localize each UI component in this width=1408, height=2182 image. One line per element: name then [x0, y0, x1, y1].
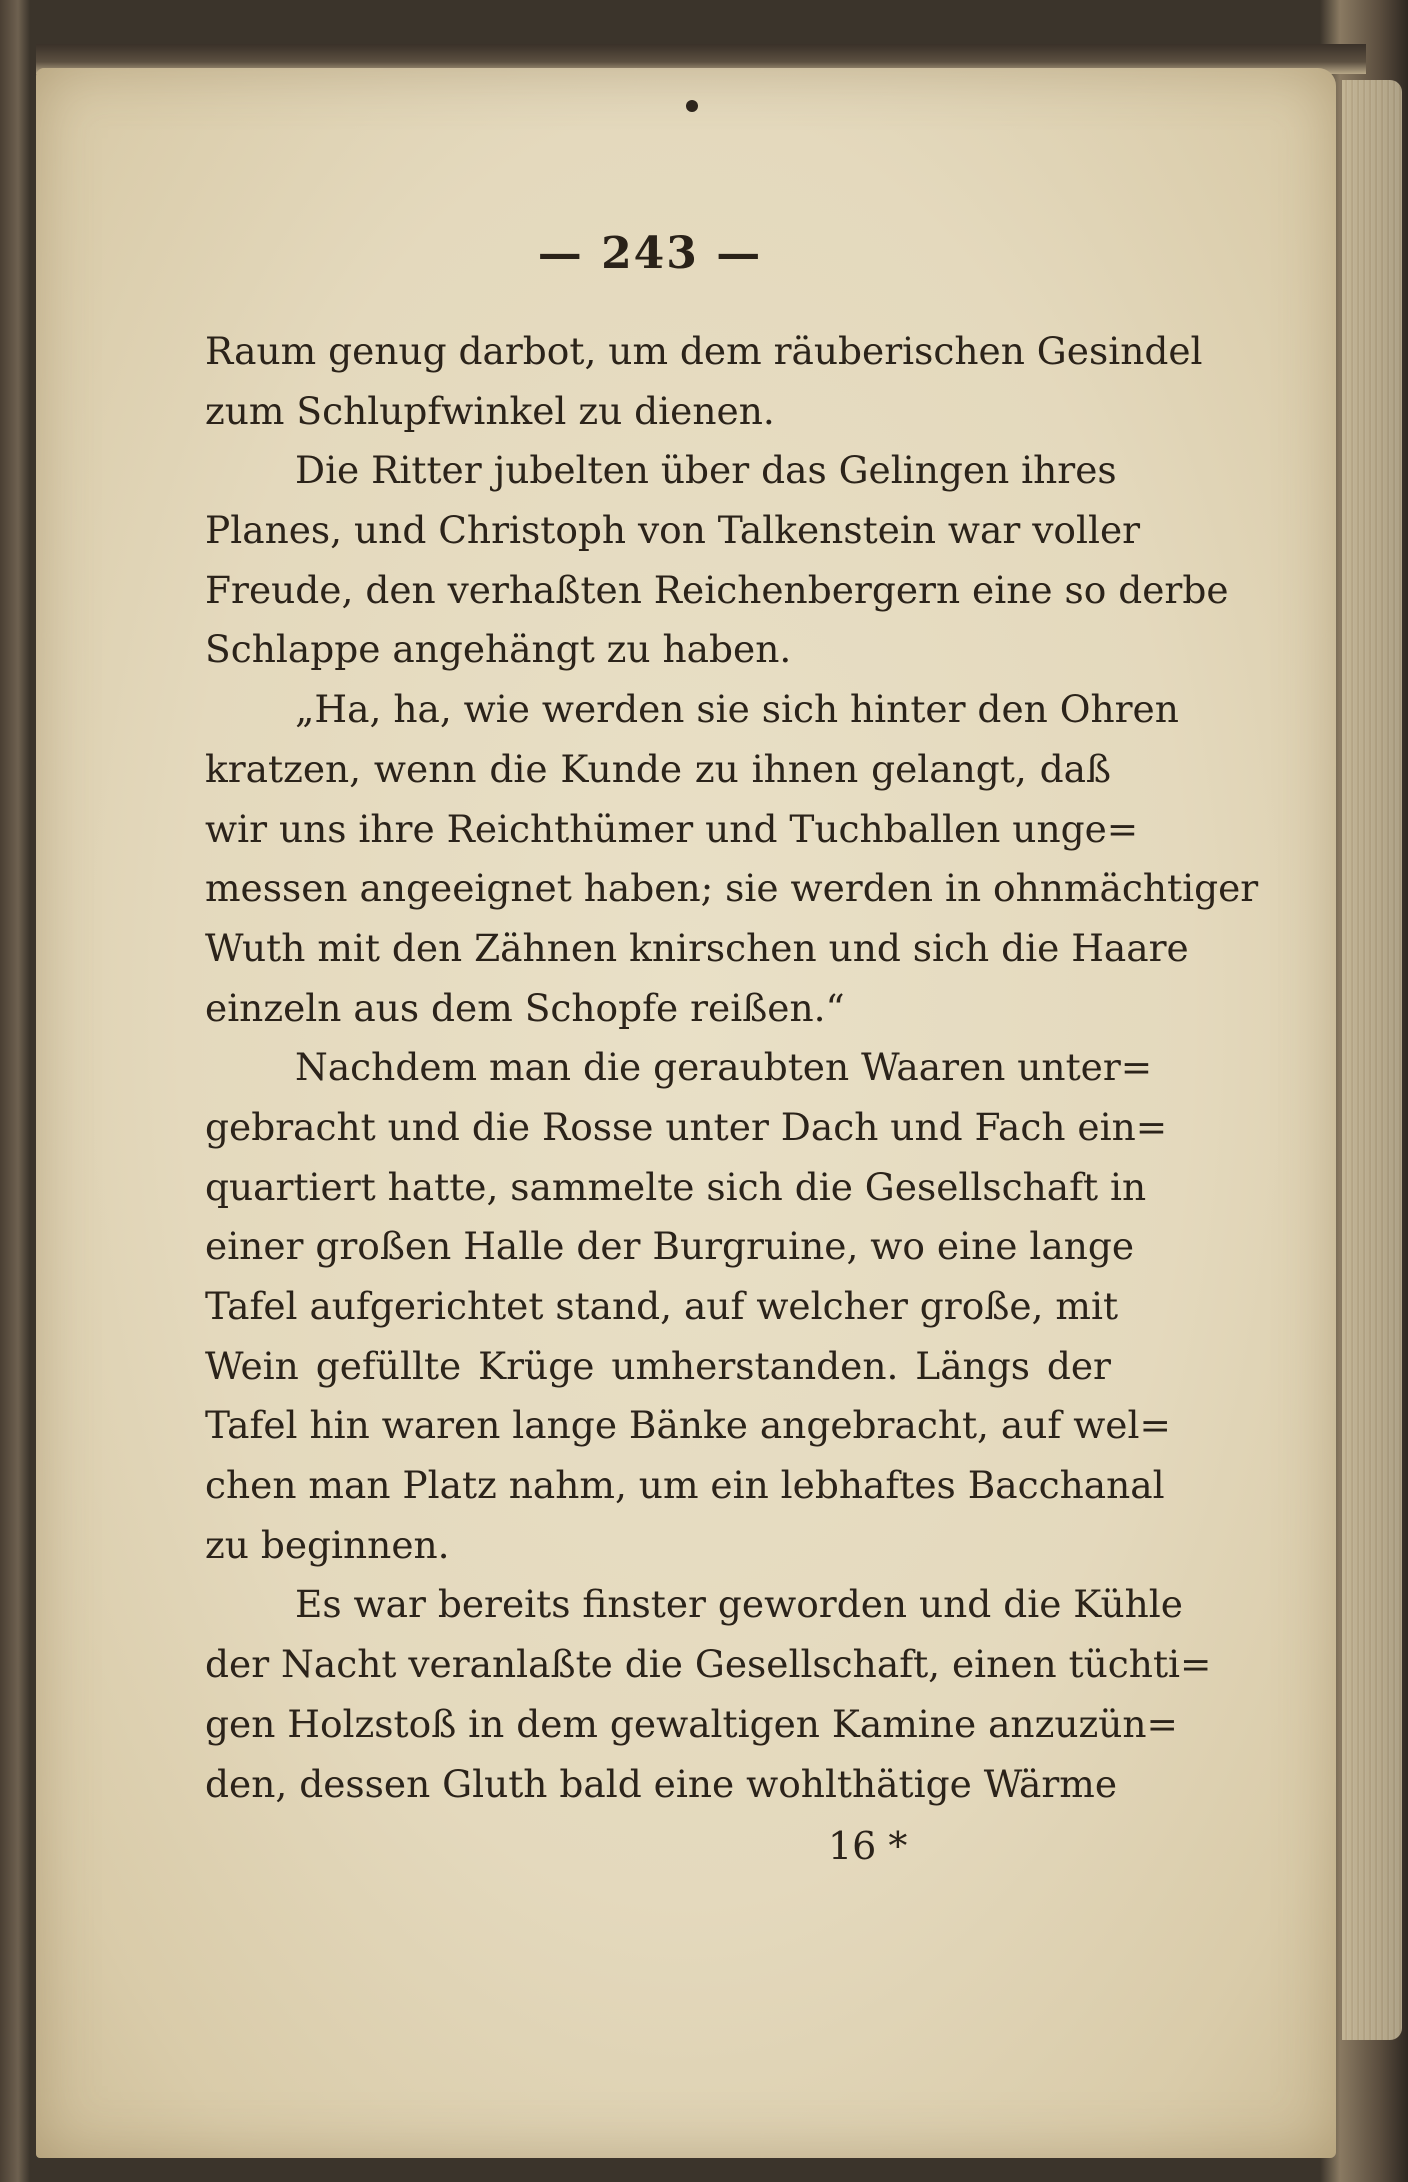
text-line: quartiert hatte, sammelte sich die Gesellschaft in	[205, 1164, 1147, 1209]
text-line: „Ha, ha, wie werden sie sich hinter den Ohren	[295, 687, 1179, 732]
text-line: Es war bereits finster geworden und die Kühle	[295, 1582, 1183, 1627]
text-line: Raum genug darbot, um dem räuberischen Gesindel	[205, 329, 1203, 373]
text-line: wir uns ihre Reichthümer und Tuchballen unge=	[205, 806, 1139, 851]
text-line: Schlappe angehängt zu haben.	[205, 627, 792, 672]
text-line: chen man Platz nahm, um ein lebhaftes Bacchanal	[205, 1463, 1165, 1508]
page-number: — 243 —	[537, 228, 763, 279]
text-line: Die Ritter jubelten über das Gelingen ihres	[295, 448, 1117, 493]
text-line: Tafel aufgerichtet stand, auf welcher große, mit	[205, 1284, 1119, 1328]
text-line: einer großen Halle der Burgruine, wo eine lange	[205, 1224, 1135, 1269]
text-line: der Nacht veranlaßte die Gesellschaft, einen tüchti=	[205, 1642, 1212, 1687]
text-line: gen Holzstoß in dem gewaltigen Kamine anzuzün=	[205, 1701, 1178, 1746]
text-line: Wuth mit den Zähnen knirschen und sich die Haare	[205, 925, 1189, 970]
text-line: Freude, den verhaßten Reichenbergern eine so derbe	[205, 567, 1229, 612]
text-line: Planes, und Christoph von Talkenstein war voller	[205, 508, 1141, 553]
body-text	[205, 322, 1259, 1814]
text-line: den, dessen Gluth bald eine wohlthätige Wärme	[205, 1761, 1118, 1806]
signature-mark: 16 *	[828, 1824, 908, 1868]
page-edges	[1342, 80, 1402, 2040]
text-line: kratzen, wenn die Kunde zu ihnen gelangt, daß	[205, 746, 1111, 791]
text-line: Nachdem man die geraubten Waaren unter=	[295, 1045, 1153, 1090]
text-line: Tafel hin waren lange Bänke angebracht, auf wel=	[205, 1403, 1171, 1448]
text-line: zum Schlupfwinkel zu dienen.	[205, 388, 775, 433]
text-line: Wein gefüllte Krüge umherstanden. Längs der	[205, 1343, 1111, 1388]
text-line: messen angeeignet haben; sie werden in ohnmächtiger	[205, 866, 1259, 911]
text-line: zu beginnen.	[205, 1522, 450, 1567]
text-line: gebracht und die Rosse unter Dach und Fach ein=	[205, 1104, 1168, 1149]
text-line: einzeln aus dem Schopfe reißen.“	[205, 985, 845, 1030]
ink-dot	[686, 100, 698, 112]
